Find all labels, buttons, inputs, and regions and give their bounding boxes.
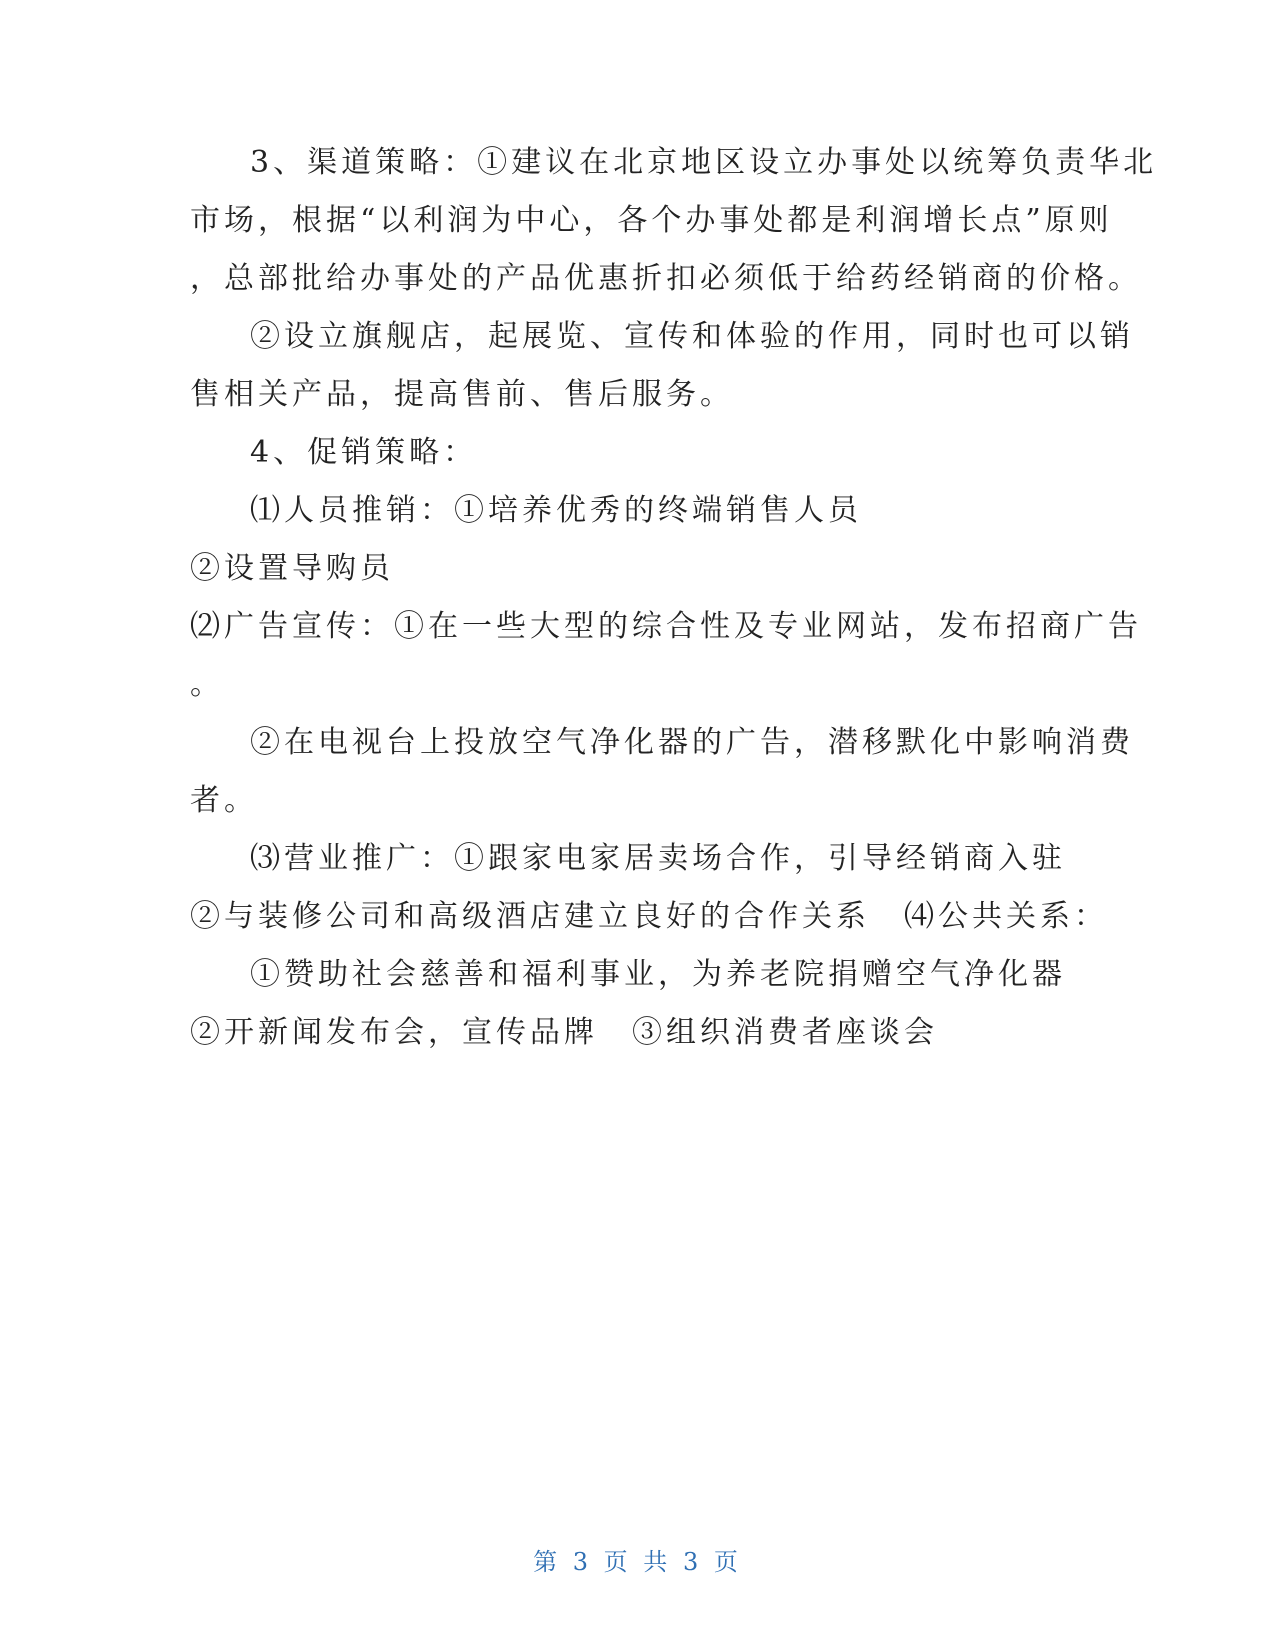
paragraph-line: 。 xyxy=(190,667,224,702)
section-heading: 4、促销策略： xyxy=(250,435,478,470)
paragraph-line: ②设立旗舰店，起展览、宣传和体验的作用，同时也可以销 xyxy=(250,319,1134,354)
paragraph-line: ⑴人员推销：①培养优秀的终端销售人员 xyxy=(250,493,862,528)
paragraph-line: ⑵广告宣传：①在一些大型的综合性及专业网站，发布招商广告 xyxy=(190,609,1142,644)
paragraph-line: 市场，根据“以利润为中心，各个办事处都是利润增长点”原则 xyxy=(190,203,1113,238)
paragraph-line: ，总部批给办事处的产品优惠折扣必须低于给药经销商的价格。 xyxy=(190,261,1142,296)
paragraph-line: ②在电视台上投放空气净化器的广告，潜移默化中影响消费 xyxy=(250,725,1134,760)
page-number-footer: 第 3 页 共 3 页 xyxy=(533,1548,742,1576)
paragraph-line: ②与装修公司和高级酒店建立良好的合作关系 ⑷公共关系： xyxy=(190,899,1108,934)
paragraph-line: ⑶营业推广：①跟家电家居卖场合作，引导经销商入驻 xyxy=(250,841,1066,876)
paragraph-line: ②设置导购员 xyxy=(190,551,394,586)
paragraph-line: ②开新闻发布会，宣传品牌 ③组织消费者座谈会 xyxy=(190,1015,938,1050)
paragraph-line: 者。 xyxy=(190,783,258,818)
paragraph-line: ①赞助社会慈善和福利事业，为养老院捐赠空气净化器 xyxy=(250,957,1066,992)
paragraph-line: 3、渠道策略：①建议在北京地区设立办事处以统筹负责华北 xyxy=(250,145,1158,180)
paragraph-line: 售相关产品，提高售前、售后服务。 xyxy=(190,377,734,412)
